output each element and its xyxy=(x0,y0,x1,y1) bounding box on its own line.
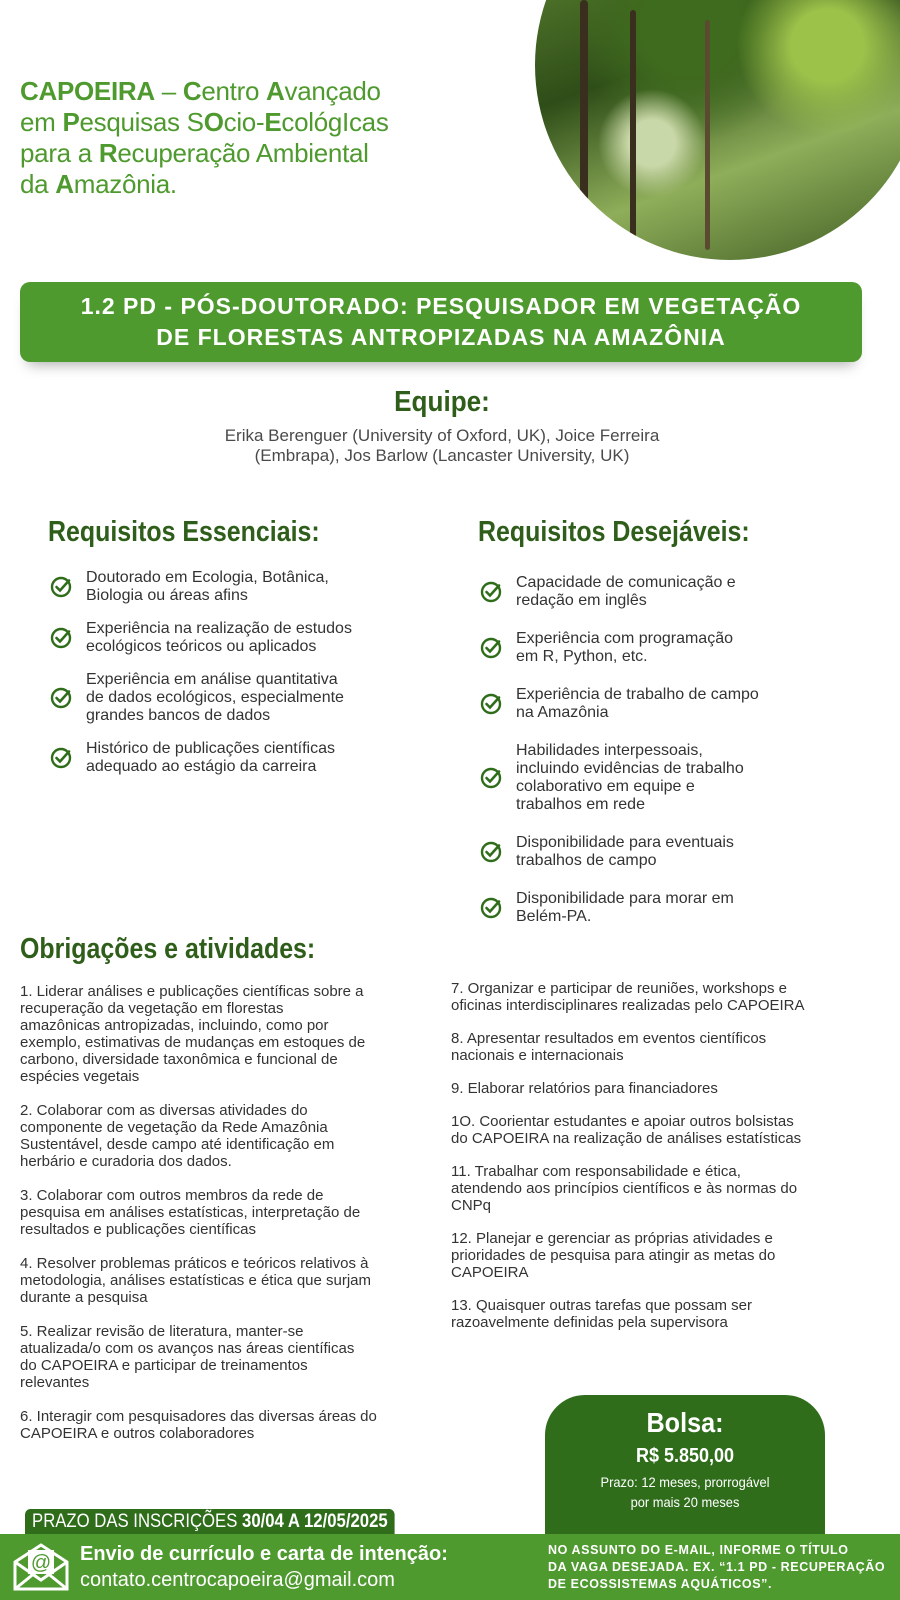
requirement-text: Habilidades interpessoais, incluindo evidências de trabalho colaborativo em equipe e trabalhos em rede xyxy=(516,742,744,813)
obligation-item: 1O. Coorientar estudantes e apoiar outros bolsistas do CAPOEIRA na realização de análises estatísticas xyxy=(451,1113,802,1147)
requirement-item xyxy=(50,740,410,776)
obligation-item: 7. Organizar e participar de reuniões, workshops e oficinas interdisciplinares realizadas pelo CAPOEIRA xyxy=(451,980,805,1014)
check-circle-icon xyxy=(50,627,72,649)
obligation-item: 11. Trabalhar com responsabilidade e ética, atendendo aos princípios científicos e às normas do CNPq xyxy=(451,1163,798,1214)
obligations-left-list xyxy=(20,983,377,1459)
check-circle-icon xyxy=(50,747,72,769)
requirement-item xyxy=(480,686,840,722)
obligation-item: 8. Apresentar resultados em eventos científicos nacionais e internacionais xyxy=(451,1030,767,1064)
obligations-right-list xyxy=(451,980,805,1347)
requirement-item xyxy=(480,574,840,610)
title-segment: O xyxy=(203,107,224,137)
org-title xyxy=(20,76,440,200)
obligation-item: 13. Quaisquer outras tarefas que possam ser razoavelmente definidas pela supervisora xyxy=(451,1297,752,1331)
check-circle-icon xyxy=(480,581,502,603)
title-segment: R xyxy=(98,138,118,168)
svg-text:@: @ xyxy=(30,1552,52,1574)
essential-requirements-heading: Requisitos Essenciais: xyxy=(48,516,320,548)
requirement-item xyxy=(480,742,840,814)
deadline-label: PRAZO DAS INSCRIÇÕES xyxy=(32,1511,243,1532)
requirement-text: Disponibilidade para eventuais trabalhos de campo xyxy=(516,834,734,869)
requirement-item xyxy=(50,620,410,656)
check-circle-icon xyxy=(480,841,502,863)
obligation-item: 12. Planejar e gerenciar as próprias atividades e prioridades de pesquisa para atingir as metas do CAPOEIRA xyxy=(451,1230,776,1281)
check-circle-icon xyxy=(480,637,502,659)
requirement-text: Disponibilidade para morar em Belém-PA. xyxy=(516,890,734,925)
desired-requirements-heading: Requisitos Desejáveis: xyxy=(478,516,750,548)
check-circle-icon xyxy=(480,693,502,715)
requirement-text: Experiência de trabalho de campo na Amazônia xyxy=(516,686,759,721)
obligation-item: 4. Resolver problemas práticos e teóricos relativos à metodologia, análises estatísticas e ética que surjam durante a pesquisa xyxy=(20,1255,372,1306)
deadline-pill xyxy=(25,1509,395,1535)
scholarship-box xyxy=(545,1395,825,1545)
requirement-item xyxy=(480,834,840,870)
essential-requirements-list xyxy=(50,569,410,791)
deadline-dates: 30/04 A 12/05/2025 xyxy=(242,1511,388,1532)
scholarship-heading: Bolsa: xyxy=(646,1407,724,1438)
contact-bar xyxy=(0,1534,900,1600)
obligation-item: 2. Colaborar com as diversas atividades do componente de vegetação da Rede Amazônia Sustentável, desde campo até identificação em herbário e curadoria dos dados. xyxy=(20,1102,335,1170)
obligation-item: 1. Liderar análises e publicações científicas sobre a recuperação da vegetação em florestas amazônicas antropizadas, incluindo, como por exemplo, estimativas de mudanças em estoques de carbono, diversidade taxonômica e funcional de espécies vegetais xyxy=(20,983,366,1085)
application-instruction: Envio de currículo e carta de intenção: xyxy=(80,1543,448,1565)
title-segment: entro xyxy=(201,76,267,106)
requirement-item xyxy=(50,569,410,605)
team-members: Erika Berenguer (University of Oxford, UK), Joice Ferreira (Embrapa), Jos Barlow (Lancaster University, UK) xyxy=(224,426,660,465)
requirement-text: Doutorado em Ecologia, Botânica, Biologia ou áreas afins xyxy=(86,569,329,604)
obligation-item: 6. Interagir com pesquisadores das diversas áreas do CAPOEIRA e outros colaboradores xyxy=(20,1408,377,1442)
requirement-text: Experiência na realização de estudos ecológicos teóricos ou aplicados xyxy=(86,620,352,655)
contact-email-link[interactable]: contato.centrocapoeira@gmail.com xyxy=(80,1569,395,1591)
title-segment: mazônia. xyxy=(73,169,177,199)
obligation-item: 9. Elaborar relatórios para financiadores xyxy=(451,1080,718,1097)
title-segment: A xyxy=(266,76,285,106)
requirement-item xyxy=(480,630,840,666)
obligation-item: 5. Realizar revisão de literatura, manter-se atualizada/o com os avanços nas áreas científicas do CAPOEIRA e participar de treinamentos relevantes xyxy=(20,1323,355,1391)
obligations-heading: Obrigações e atividades: xyxy=(20,933,316,965)
email-envelope-icon xyxy=(12,1542,70,1592)
title-segment: – xyxy=(154,76,183,106)
check-circle-icon xyxy=(50,687,72,709)
requirement-text: Experiência em análise quantitativa de dados ecológicos, especialmente grandes bancos de dados xyxy=(86,671,344,724)
check-circle-icon xyxy=(480,767,502,789)
title-segment: gIcas para a xyxy=(20,107,389,168)
title-segment: cio- xyxy=(223,107,265,137)
check-circle-icon xyxy=(50,576,72,598)
scholarship-value: R$ 5.850,00 xyxy=(635,1445,735,1467)
title-segment: A xyxy=(55,169,74,199)
title-segment: CAPOEIRA xyxy=(20,76,155,106)
email-subject-note: NO ASSUNTO DO E-MAIL, INFORME O TÍTULO DA VAGA DESEJADA. EX. “1.1 PD - RECUPERAÇÃO DE ECOSSISTEMAS AQUÁTICOS”. xyxy=(548,1543,886,1591)
requirement-text: Capacidade de comunicação e redação em inglês xyxy=(516,574,736,609)
title-segment: col xyxy=(281,107,314,137)
requirement-text: Experiência com programação em R, Python, etc. xyxy=(516,630,733,665)
title-segment: ó xyxy=(313,107,328,137)
scholarship-duration: Prazo: 12 meses, prorrogável por mais 20 meses xyxy=(600,1474,770,1510)
title-segment: esquisas S xyxy=(79,107,204,137)
team-heading: Equipe: xyxy=(394,386,490,418)
position-banner: 1.2 PD - PÓS-DOUTORADO: PESQUISADOR EM VEGETAÇÃO DE FLORESTAS ANTROPIZADAS NA AMAZÔNIA xyxy=(20,282,862,362)
desired-requirements-list xyxy=(480,574,840,946)
obligation-item: 3. Colaborar com outros membros da rede de pesquisa em análises estatísticas, interpretação de resultados e publicações científicas xyxy=(20,1187,361,1238)
check-circle-icon xyxy=(480,897,502,919)
title-segment: C xyxy=(182,76,202,106)
title-segment: vançado em xyxy=(20,76,381,137)
requirement-item xyxy=(480,890,840,926)
requirement-text: Histórico de publicações científicas adequado ao estágio da carreira xyxy=(86,740,336,775)
title-segment: E xyxy=(264,107,282,137)
requirement-item xyxy=(50,671,410,725)
title-segment: ecuperação Ambiental da xyxy=(20,138,369,199)
forest-photo xyxy=(535,0,900,260)
title-segment: P xyxy=(62,107,80,137)
